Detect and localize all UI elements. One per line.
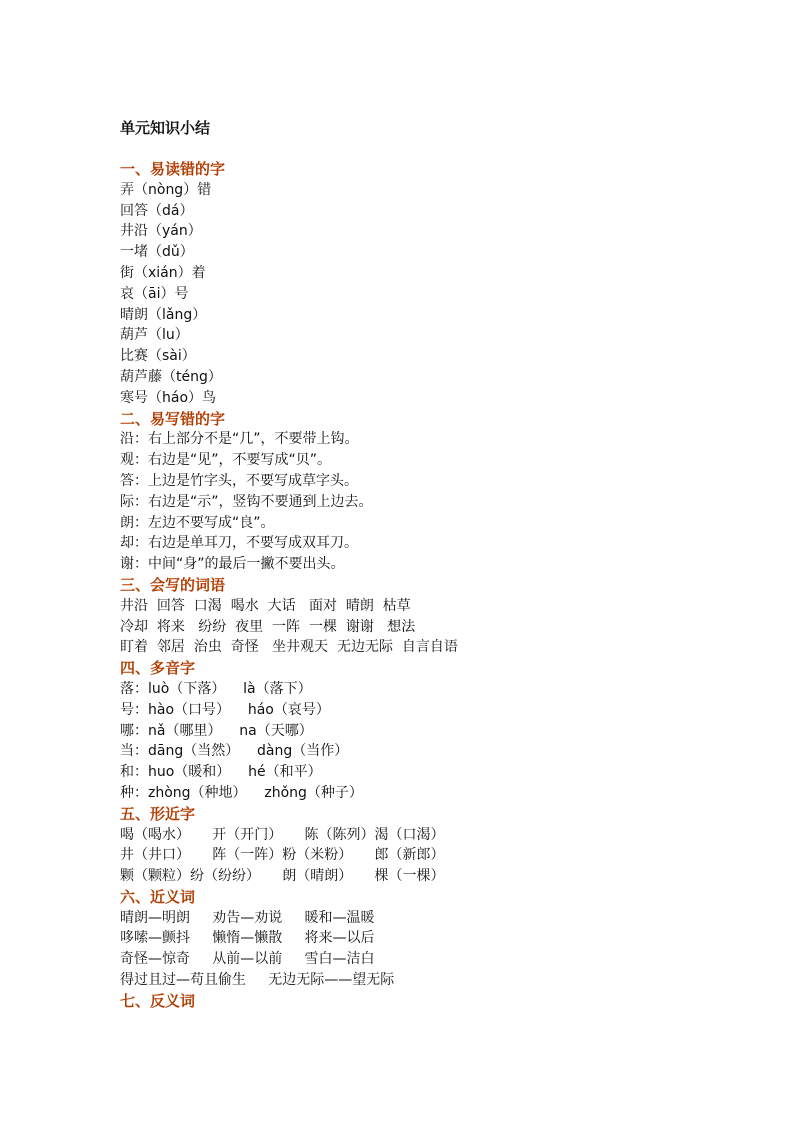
list-item: 际：右边是“示”，竖钩不要通到上边去。	[120, 493, 373, 510]
section-heading: 三、会写的词语	[120, 575, 226, 594]
list-item: 葫芦藤（téng）	[120, 368, 222, 385]
list-item: 比赛（sài）	[120, 348, 196, 365]
page-title: 单元知识小结	[120, 119, 211, 137]
list-item: 观：右边是“见”，不要写成“贝”。	[120, 452, 332, 469]
list-item: 朗：左边不要写成“良”。	[120, 514, 275, 531]
section-heading: 二、易写错的字	[120, 409, 226, 428]
list-item: 谢：中间“身”的最后一撇不要出头。	[120, 556, 345, 573]
list-item: 哪：nǎ（哪里） na（天哪）	[120, 722, 313, 739]
list-item: 种：zhòng（种地） zhǒng（种子）	[120, 784, 363, 801]
list-item: 号：hào（口号） háo（哀号）	[120, 701, 330, 718]
list-item: 落：luò（下落） là（落下）	[120, 680, 312, 697]
section-heading: 五、形近字	[120, 804, 196, 823]
list-item: 晴朗—明朗 劝告—劝说 暖和—温暖	[120, 909, 375, 926]
list-item: 喝（喝水） 开（开门） 陈（陈列）渴（口渴）	[120, 826, 445, 843]
list-item: 回答（dá）	[120, 202, 194, 219]
list-item: 井沿 回答 口渴 喝水 大话 面对 晴朗 枯草	[120, 597, 411, 614]
list-item: 街（xián）着	[120, 264, 206, 281]
list-item: 晴朗（lǎng）	[120, 306, 207, 323]
list-item: 弄（nòng）错	[120, 181, 212, 198]
section-heading: 六、近义词	[120, 887, 196, 906]
list-item: 冷却 将来 纷纷 夜里 一阵 一棵 谢谢 想法	[120, 618, 416, 635]
list-item: 哀（āi）号	[120, 285, 189, 302]
list-item: 寒号（háo）鸟	[120, 389, 217, 406]
document-body	[120, 159, 740, 1012]
list-item: 盯着 邻居 治虫 奇怪 坐井观天 无边无际 自言自语	[120, 639, 458, 656]
list-item: 颗（颗粒）纷（纷纷） 朗（晴朗） 棵（一棵）	[120, 868, 445, 885]
list-item: 葫芦（lu）	[120, 327, 189, 344]
list-item: 井沿（yán）	[120, 223, 202, 240]
list-item: 奇怪—惊奇 从前—以前 雪白—洁白	[120, 951, 375, 968]
section-heading: 一、易读错的字	[120, 160, 226, 178]
list-item: 一堵（dǔ）	[120, 244, 194, 261]
list-item: 和：huo（暖和） hé（和平）	[120, 764, 322, 781]
list-item: 当：dāng（当然） dàng（当作）	[120, 743, 349, 760]
section-heading: 七、反义词	[120, 991, 196, 1010]
list-item: 答：上边是竹字头，不要写成草字头。	[120, 472, 358, 489]
section-heading: 四、多音字	[120, 659, 196, 678]
list-item: 井（井口） 阵（一阵）粉（米粉） 郎（新郎）	[120, 847, 445, 864]
list-item: 得过且过—苟且偷生 无边无际——望无际	[120, 972, 395, 989]
list-item: 哆嗦—颤抖 懒惰—懒散 将来—以后	[120, 930, 375, 947]
list-item: 沿：右上部分不是“几”，不要带上钩。	[120, 431, 359, 448]
list-item: 却：右边是单耳刀，不要写成双耳刀。	[120, 535, 358, 552]
